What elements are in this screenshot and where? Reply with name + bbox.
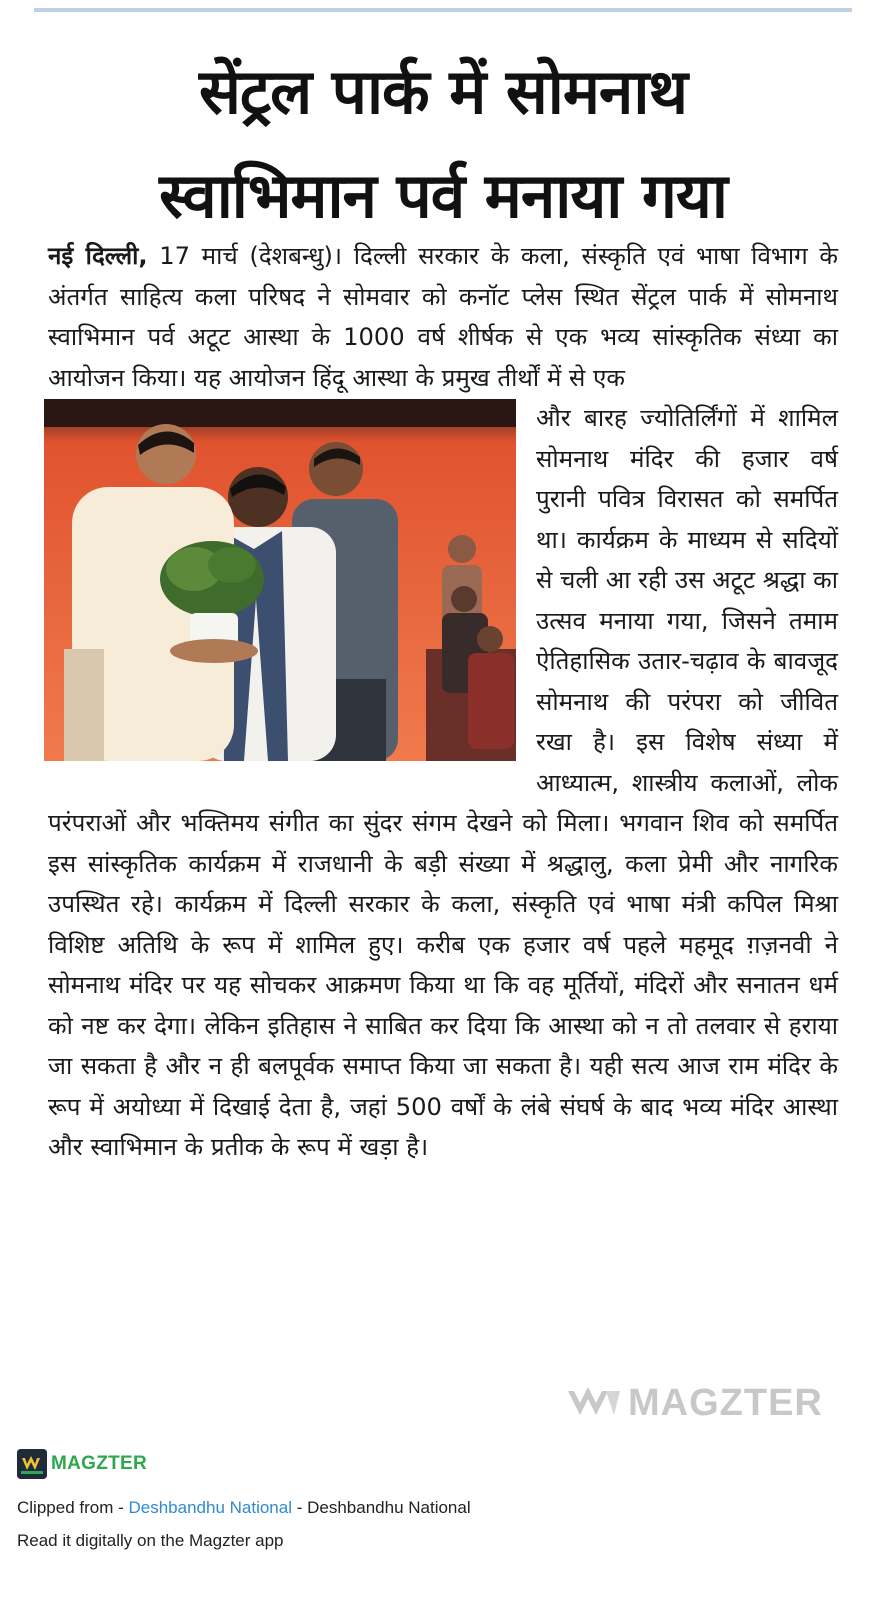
footer-brand-text: MAGZTER <box>51 1453 148 1474</box>
article-text-head: 17 मार्च (देशबन्धु)। दिल्ली सरकार के कला, संस्कृति एवं भाषा विभाग के अंतर्गत साहित्य कला परिषद ने सोमवार को कनॉट प्लेस स्थित सेंट्रल पार्क में सोमनाथ स्वाभिमान पर्व अटूट आस्था के 1000 वर्ष शीर्षक से एक भव्य सांस्कृतिक संध्या का आयोजन किया। यह आयोजन हिंदू आस्था के प्रमुख तीर्थों में से एक <box>48 242 839 392</box>
read-digitally-line: Read it digitally on the Magzter app <box>17 1531 284 1550</box>
dateline: नई दिल्ली, <box>48 242 148 270</box>
headline <box>34 40 852 248</box>
article-paragraph <box>48 236 838 398</box>
magzter-logo-icon <box>17 1449 47 1479</box>
event-photo <box>44 399 516 761</box>
headline-line-1: सेंट्रल पार्क में सोमनाथ <box>198 55 688 128</box>
clipped-prefix: Clipped from - <box>17 1498 129 1517</box>
footer-brand[interactable] <box>17 1448 147 1480</box>
article-body <box>48 236 838 1168</box>
magzter-watermark-text: MAGZTER <box>628 1381 823 1424</box>
publication-link[interactable]: Deshbandhu National <box>128 1498 292 1517</box>
clipped-separator: - <box>292 1498 308 1517</box>
article-text-wrap: और बारह ज्योतिर्लिंगों में शामिल सोमनाथ मंदिर की हजार वर्ष पुरानी पवित्र विरासत को समर्पित था। कार्यक्रम के माध्यम से सदियों से चली आ रही उस अटूट श्रद्धा का उत्सव मनाया गया, जिसने तमाम ऐतिहासिक उतार-चढ़ाव के बावजूद सोमनाथ की परंपरा को जीवित रखा है। इस विशेष संध्या में आध्यात्म, शास्त्रीय कलाओं, लोक परंपराओं और भक्तिमय संगीत का सुंदर संगम देखने को मिला। भगवान शिव को समर्पित इस सांस्कृतिक कार्यक्रम में राजधानी के बड़ी संख्या में श्रद्धालु, कला प्रेमी और नागरिक उपस्थित रहे। कार्यक्रम में दिल्ली सरकार के कला, संस्कृति एवं भाषा मंत्री कपिल मिश्रा विशिष्ट अतिथि के रूप में शामिल हुए। करीब एक हजार वर्ष पहले महमूद ग़ज़नवी ने सोमनाथ मंदिर पर यह सोचकर आक्रमण किया था कि वह मूर्तियों, मंदिरों और सनातन धर्म को नष्ट कर देगा। लेकिन इतिहास ने साबित कर दिया कि आस्था को न तो तलवार से हराया जा सकता है और न ही बलपूर्वक समाप्त किया जा सकता है। यही सत्य आज राम मंदिर के रूप में अयोध्या में दिखाई देता है, जहां 500 वर्षों के लंबे संघर्ष के बाद भव्य मंदिर आस्था और स्वाभिमान के प्रतीक के रूप में खड़ा है। <box>48 404 838 1161</box>
clipped-from-line <box>17 1498 471 1518</box>
magzter-watermark-icon <box>566 1385 622 1421</box>
headline-line-2: स्वाभिमान पर्व मनाया गया <box>159 159 727 232</box>
publication-name: Deshbandhu National <box>307 1498 471 1517</box>
top-rule <box>34 8 852 12</box>
magzter-watermark <box>566 1378 842 1428</box>
event-photo-illustration <box>44 399 516 761</box>
